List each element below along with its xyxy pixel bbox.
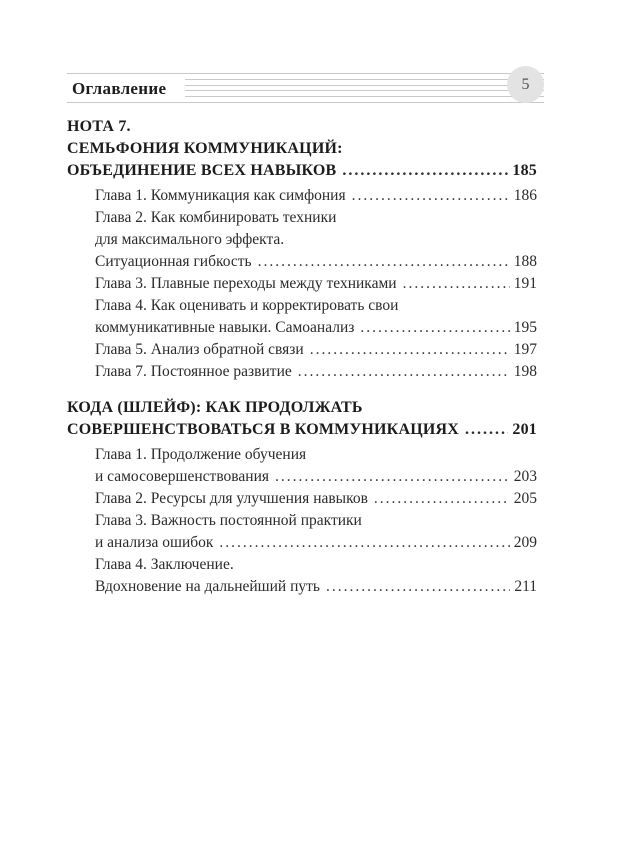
dot-leader	[219, 532, 509, 554]
toc-entry-text: Глава 3. Плавные переходы между техниками	[95, 275, 397, 292]
staff-line	[185, 90, 544, 91]
dot-leader	[374, 488, 510, 510]
dot-leader	[275, 466, 510, 488]
staff-line	[185, 85, 544, 86]
toc-row	[95, 466, 537, 488]
toc-entry-text: Глава 3. Важность постоянной практики	[95, 512, 362, 529]
toc-row	[95, 361, 537, 383]
toc-entry-text: Ситуационная гибкость	[95, 253, 252, 270]
toc-page-number: 209	[513, 534, 537, 551]
toc-row	[95, 185, 537, 207]
toc-row	[95, 576, 537, 598]
toc-entry-text: Вдохновение на дальнейший путь	[95, 578, 320, 595]
toc-page-number: 185	[512, 162, 537, 179]
toc-entry-text: Глава 4. Как оценивать и корректировать свои	[95, 297, 399, 314]
toc-entry-text: Глава 4. Заключение.	[95, 556, 234, 573]
dot-leader	[465, 419, 508, 441]
toc-row	[95, 273, 537, 295]
toc-row	[95, 339, 537, 361]
toc-page-number: 188	[513, 253, 537, 270]
staff-line	[185, 96, 544, 97]
toc-page-number: 195	[513, 319, 537, 336]
toc-page-number: 203	[513, 468, 537, 485]
toc-row	[95, 317, 537, 339]
section-heading	[67, 116, 537, 182]
toc-row	[95, 251, 537, 273]
toc-entry-text: Глава 5. Анализ обратной связи	[95, 341, 304, 358]
toc-sections	[67, 116, 537, 598]
toc-page-number: 186	[513, 187, 537, 204]
toc-entry-text: Глава 1. Продолжение обучения	[95, 446, 307, 463]
section-heading-text: СЕМЬФОНИЯ КОММУНИКАЦИЙ:	[67, 140, 343, 157]
section-heading-text: НОТА 7.	[67, 118, 131, 135]
section-heading-text: ОБЪЕДИНЕНИЕ ВСЕХ НАВЫКОВ	[67, 162, 337, 179]
section-heading-text: КОДА (ШЛЕЙФ): КАК ПРОДОЛЖАТЬ	[67, 399, 363, 416]
section-entries	[67, 185, 537, 383]
section-entries	[67, 444, 537, 598]
toc-page-number: 197	[513, 341, 537, 358]
staff-line	[185, 79, 544, 80]
toc-section	[67, 397, 537, 598]
toc-page-number: 201	[512, 421, 537, 438]
dot-leader	[352, 185, 510, 207]
toc-section	[67, 116, 537, 383]
toc-page-number: 198	[513, 363, 537, 380]
section-heading-text: СОВЕРШЕНСТВОВАТЬСЯ В КОММУНИКАЦИЯХ	[67, 421, 460, 438]
toc-page-number: 191	[513, 275, 537, 292]
toc-entry-text: для максимального эффекта.	[95, 231, 285, 248]
toc-row	[95, 532, 537, 554]
section-heading	[67, 397, 537, 441]
dot-leader	[360, 317, 509, 339]
page-number-badge	[507, 66, 544, 103]
dot-leader	[403, 273, 510, 295]
dot-leader	[258, 251, 510, 273]
toc-row	[67, 419, 537, 441]
toc-entry-text: Глава 1. Коммуникация как симфония	[95, 187, 346, 204]
toc-row	[67, 160, 537, 182]
dot-leader	[310, 339, 510, 361]
toc-page-number: 205	[513, 490, 537, 507]
toc-entry-text: Глава 7. Постоянное развитие	[95, 363, 292, 380]
toc-entry-text: Глава 2. Как комбинировать техники	[95, 209, 337, 226]
page-title: Оглавление	[72, 79, 167, 98]
toc-entry-text: коммуникативные навыки. Самоанализ	[95, 319, 355, 336]
toc-entry-text: и анализа ошибок	[95, 534, 214, 551]
toc-row	[95, 488, 537, 510]
page-header	[67, 66, 545, 104]
toc-entry-text: и самосовершенствования	[95, 468, 269, 485]
toc-page-number: 211	[514, 578, 537, 595]
toc-entry-text: Глава 2. Ресурсы для улучшения навыков	[95, 490, 368, 507]
page-number: 5	[521, 75, 530, 93]
staff-line	[67, 73, 544, 74]
staff-line	[67, 102, 544, 103]
dot-leader	[342, 160, 508, 182]
dot-leader	[326, 576, 510, 598]
dot-leader	[298, 361, 510, 383]
